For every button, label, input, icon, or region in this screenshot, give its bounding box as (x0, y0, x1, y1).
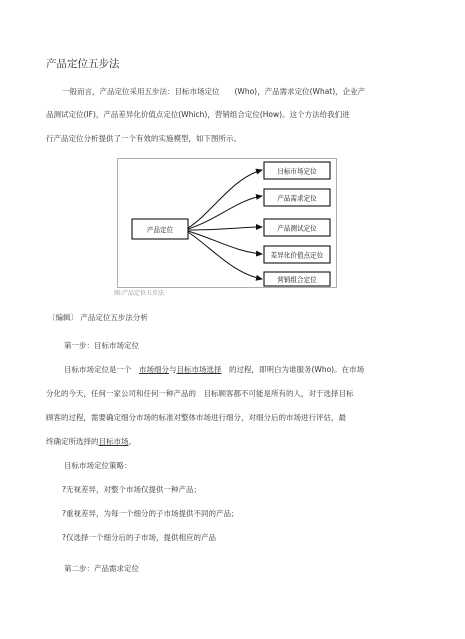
center-box (132, 219, 188, 239)
intro-line-3: 行产品定位分析提供了一个有效的实施模型，如下图所示。 (46, 134, 241, 143)
text-span: 。 (128, 437, 136, 446)
step1-paragraph-line-2: 分化的今天，任何一家公司和任何一种产品的 目标顾客都不可能是所有的人，对于选择目标 (46, 389, 354, 398)
target-box-1 (264, 162, 330, 179)
intro-line-2: 品测试定位(IF)，产品差异化价值点定位(Which)，营销组合定位(How)。这个方法给我们进 (46, 110, 350, 119)
strategy-item: ?无视差异，对整个市场仅提供一种产品； (62, 485, 201, 494)
target-box-label: 目标市场定位 (277, 167, 317, 176)
link-target-market-selection[interactable]: 目标市场选择 (176, 365, 222, 374)
page-title: 产品定位五步法 (46, 58, 120, 70)
step1-heading: 第一步：目标市场定位 (64, 341, 139, 350)
text-span: 终确定所选择的 (46, 437, 99, 446)
product-positioning-diagram (117, 158, 337, 288)
text-span: 与 (169, 365, 177, 374)
target-box-label: 营销组合定位 (277, 276, 317, 284)
step1-paragraph-line-1 (64, 364, 364, 375)
step2-heading: 第二步：产品需求定位 (64, 564, 139, 573)
center-box-label: 产品定位 (146, 226, 174, 234)
text-span: 目标市场定位是一个 (64, 365, 139, 374)
target-box-label: 差异化价值点定位 (270, 251, 324, 260)
target-box-label: 产品测试定位 (277, 224, 317, 233)
diagram-caption: 图:产品定位五步法 (114, 290, 165, 297)
target-box-5 (264, 272, 330, 286)
target-box-label: 产品需求定位 (277, 194, 317, 203)
step1-paragraph-line-3: 顾客的过程，需要确定细分市场的标准对整体市场进行细分，对细分后的市场进行评估，最 (46, 413, 346, 422)
section-header: 〔编辑〕 产品定位五步法分析 (48, 313, 148, 322)
strategy-item: ?仅选择一个细分后的子市场，提供相应的产品 (62, 533, 216, 542)
target-box-2 (264, 189, 330, 206)
strategy-heading: 目标市场定位策略： (64, 461, 132, 470)
target-box-4 (264, 246, 330, 263)
intro-line-1: 一般而言，产品定位采用五步法：目标市场定位 (Who)，产品需求定位(What)，企业产 (62, 87, 366, 96)
strategy-item: ?重视差异，为每一个细分的子市场提供不同的产品； (62, 509, 239, 518)
text-span: 的过程，即明白为谁服务(Who)。在市场 (221, 365, 365, 374)
link-target-market[interactable]: 目标市场 (98, 437, 129, 446)
step1-paragraph-line-4 (46, 436, 136, 447)
link-market-segmentation[interactable]: 市场细分 (139, 365, 169, 374)
target-box-3 (264, 219, 330, 236)
